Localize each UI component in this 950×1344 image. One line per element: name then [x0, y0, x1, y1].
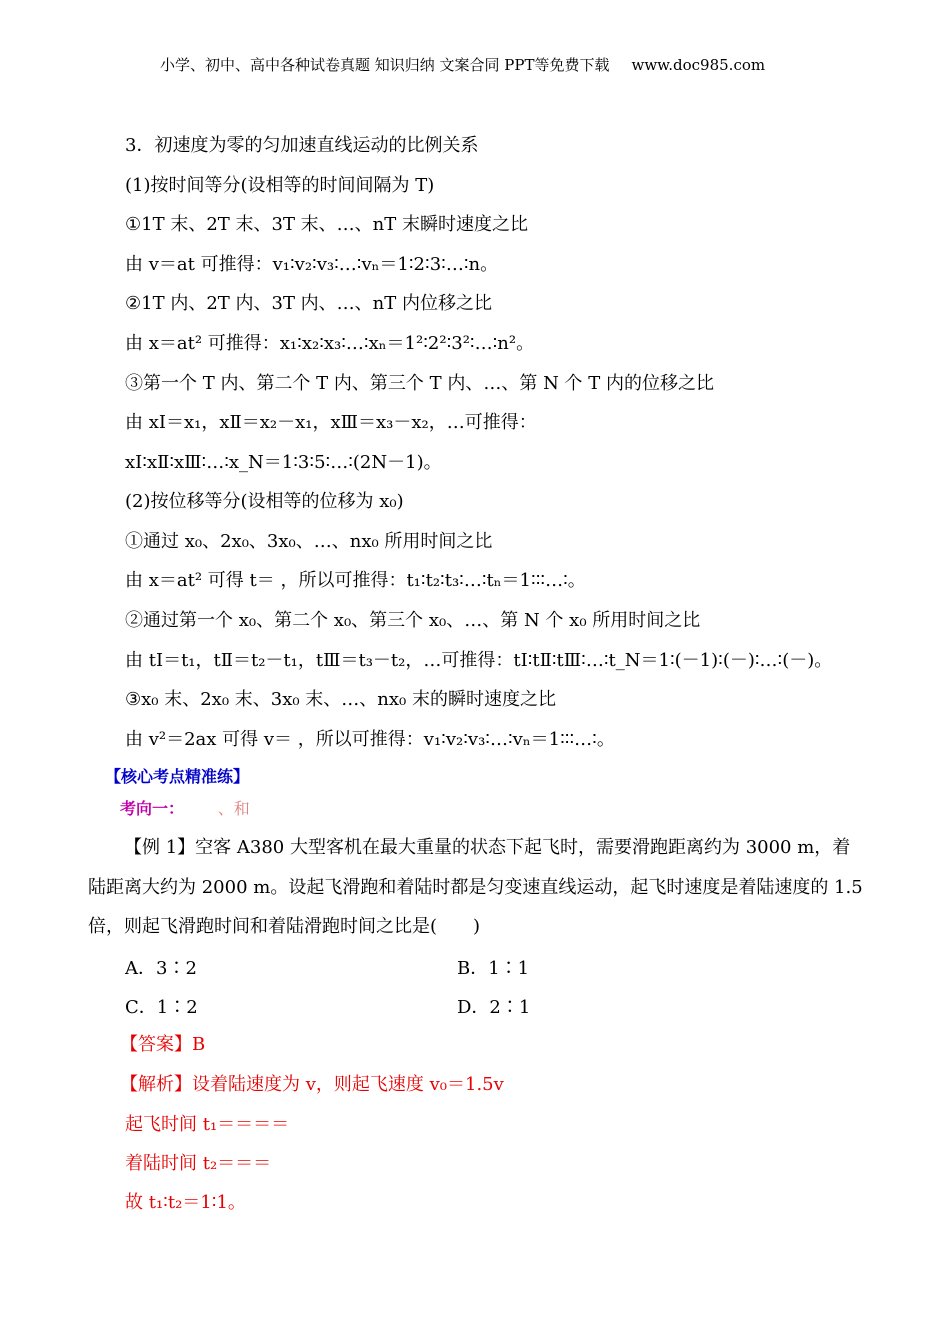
formula-displacement: 由 x＝at² 可推得：x₁∶x₂∶x₃∶…∶xₙ＝1²∶2²∶3²∶…∶n²。 [125, 333, 535, 354]
time-division-title: (1)按时间等分(设相等的时间间隔为 T) [125, 175, 435, 196]
option-b: B．1∶1 [457, 958, 530, 979]
page-header [160, 54, 800, 75]
item-displacement-ratio: ②1T 内、2T 内、3T 内、…、nT 内位移之比 [125, 293, 492, 314]
direction-text: 、和 [217, 799, 250, 818]
formula-time: 由 x＝at² 可得 t＝ ，所以可推得：t₁∶t₂∶t₃∶…∶tₙ＝1∶∶∶…∶。 [125, 570, 586, 591]
formula-interval-derivation: 由 xⅠ＝x₁，xⅡ＝x₂－x₁，xⅢ＝x₃－x₂，…可推得： [125, 412, 537, 433]
landing-time-line: 着陆时间 t₂＝＝＝ [125, 1153, 272, 1174]
option-d: D．2∶1 [457, 997, 531, 1018]
conclusion-line: 故 t₁∶t₂＝1∶1。 [125, 1192, 246, 1213]
direction-label: 考向一： [120, 799, 185, 818]
header-title: 小学、初中、高中各种试卷真题 知识归纳 文案合同 PPT等免费下载 [160, 56, 610, 74]
formula-interval-time: 由 tⅠ＝t₁，tⅡ＝t₂－t₁，tⅢ＝t₃－t₂，…可推得：tⅠ∶tⅡ∶tⅢ∶…∶t_N＝1∶(－1)∶(－)∶…∶(－)。 [125, 650, 833, 671]
example-question [88, 828, 863, 947]
answer-line: 【答案】B [120, 1034, 206, 1055]
section-title: 【核心考点精准练】 [105, 767, 250, 786]
takeoff-time-line: 起飞时间 t₁＝＝＝＝ [125, 1114, 290, 1135]
analysis-line: 【解析】设着陆速度为 v，则起飞速度 v₀＝1.5v [120, 1074, 504, 1095]
formula-end-velocity: 由 v²＝2ax 可得 v＝ ，所以可推得：v₁∶v₂∶v₃∶…∶vₙ＝1∶∶∶…∶。 [125, 729, 615, 750]
heading-ratio: 3．初速度为零的匀加速直线运动的比例关系 [125, 135, 479, 156]
formula-interval-result: xⅠ∶xⅡ∶xⅢ∶…∶x_N＝1∶3∶5∶…∶(2N－1)。 [125, 452, 442, 473]
header-site: www.doc985.com [631, 56, 766, 74]
option-c: C．1∶2 [125, 997, 198, 1018]
formula-velocity: 由 v＝at 可推得：v₁∶v₂∶v₃∶…∶vₙ＝1∶2∶3∶…∶n。 [125, 254, 499, 275]
item-velocity-ratio: ①1T 末、2T 末、3T 末、…、nT 末瞬时速度之比 [125, 214, 528, 235]
displacement-division-title: (2)按位移等分(设相等的位移为 x₀) [125, 491, 404, 512]
item-interval-displacement: ③第一个 T 内、第二个 T 内、第三个 T 内、…、第 N 个 T 内的位移之比 [125, 373, 714, 394]
example-text: 【例 1】空客 A380 大型客机在最大重量的状态下起飞时，需要滑跑距离约为 3000 m，着陆距离大约为 2000 m。设起飞滑跑和着陆时都是匀变速直线运动，起飞时速度是着陆速度的 1.5 倍，则起飞滑跑时间和着陆滑跑时间之比是( ) [88, 837, 863, 937]
option-a: A．3∶2 [125, 958, 197, 979]
item-time-ratio: ①通过 x₀、2x₀、3x₀、…、nx₀ 所用时间之比 [125, 531, 493, 552]
direction-row [120, 797, 250, 821]
item-interval-time: ②通过第一个 x₀、第二个 x₀、第三个 x₀、…、第 N 个 x₀ 所用时间之比 [125, 610, 701, 631]
item-end-velocity: ③x₀ 末、2x₀ 末、3x₀ 末、…、nx₀ 末的瞬时速度之比 [125, 689, 556, 710]
